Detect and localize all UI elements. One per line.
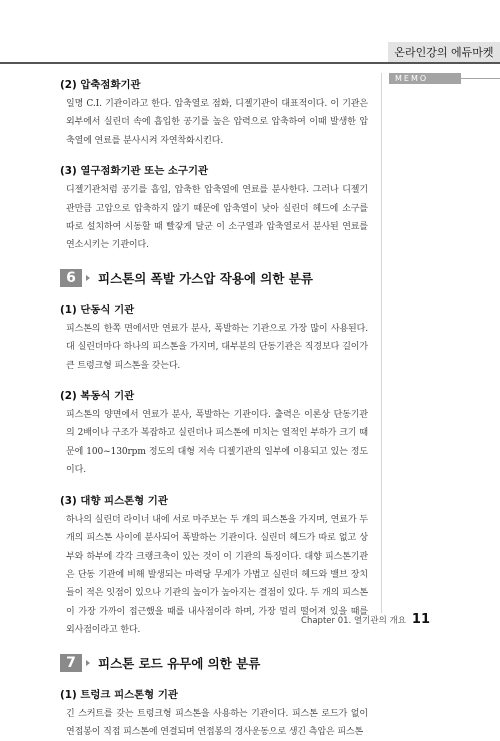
subheading: (1) 단동식 기관 [60,303,135,316]
section-title: 피스톤 로드 유무에 의한 분류 [98,655,261,671]
paragraph: 피스톤의 양면에서 연료가 분사, 폭발하는 기관이다. 출력은 이론상 단동기관의 2배이나 구조가 복잡하고 실린더나 피스톤에 미치는 열적인 부하가 크기 때문에 100~130rpm 정도의 대형 저속 디젤기관의 일부에 이용되고 있는 정도이다. [66,410,368,476]
subheading: (2) 복동식 기관 [60,390,135,403]
memo-label: MEMO [389,73,461,84]
paragraph: 피스톤의 한쪽 면에서만 연료가 분사, 폭발하는 기관으로 가장 많이 사용된다. 대 실린더마다 하나의 피스톤을 가지며, 대부분의 단동기관은 직경보다 길이가 큰 트렁크형 피스톤을 갖는다. [66,323,368,371]
subheading: (3) 열구점화기관 또는 소구기관 [60,165,209,178]
paragraph: 하나의 실린더 라이너 내에 서로 마주보는 두 개의 피스톤을 가지며, 연료가 두 개의 피스톤 사이에 분사되어 폭발하는 기관이다. 실린더 헤드가 따로 없고 상부와 하부에 각각 크랭크축이 있는 것이 이 기관의 특징이다. 대향 피스톤기관은 단동 기관에 비해 발생되는 마력당 무게가 가볍고 실린더 헤드와 밸브 장치들이 적은 잇점이 있으나 기관의 높이가 높아지는 결점이 있다. 두 개의 피스톤이 가장 가까이 접근했을 때를 내사점이라 하며, 가장 멀리 떨어져 있을 때를 외사점이라고 한다. [66,514,368,636]
memo-rule [461,78,500,79]
section-heading-6 [60,269,368,287]
paragraph: 디젤기관처럼 공기를 흡입, 압축한 압축열에 연료를 분사한다. 그러나 디젤기관만큼 고압으로 압축하지 않기 때문에 압축열이 낮아 실린더 헤드에 소구를 따로 설치하여 시동할 때 빨갛게 달군 이 소구열과 압축열로서 분사된 연료를 연소시키는 기관이다. [66,185,368,251]
page-body [60,76,368,741]
section-number: 6 [60,269,82,287]
subheading: (3) 대향 피스톤형 기관 [60,494,168,507]
section-title: 피스톤의 폭발 가스압 작용에 의한 분류 [98,270,313,286]
header-rule [0,62,500,64]
paragraph: 일명 C.I. 기관이라고 한다. 압축열로 점화, 디젤기관이 대표적이다. 이 기관은 외부에서 실린더 속에 흡입한 공기를 높은 압력으로 압축하여 이때 발생한 압축열에 연료를 분사시켜 자연착화시킨다. [66,99,368,146]
section-heading-7 [60,654,368,672]
page-header [0,0,500,64]
page-footer [301,612,430,627]
memo-column-divider [381,73,382,613]
subheading: (1) 트렁크 피스톤형 기관 [60,688,178,701]
section-number: 7 [60,654,82,672]
chapter-label: Chapter 01. 열기관의 개요 [301,616,406,626]
page-number: 11 [411,612,430,627]
subheading: (2) 압축점화기관 [60,79,141,91]
section-marker-icon [86,275,90,281]
paragraph: 긴 스커트를 갖는 트렁크형 피스톤을 사용하는 기관이다. 피스톤 로드가 없이 연접봉이 직접 피스톤에 연결되며 연접봉의 경사운동으로 생긴 측압은 피스톤 [66,708,368,737]
section-marker-icon [86,660,90,666]
header-badge: 온라인강의 에듀마켓 [388,42,500,62]
